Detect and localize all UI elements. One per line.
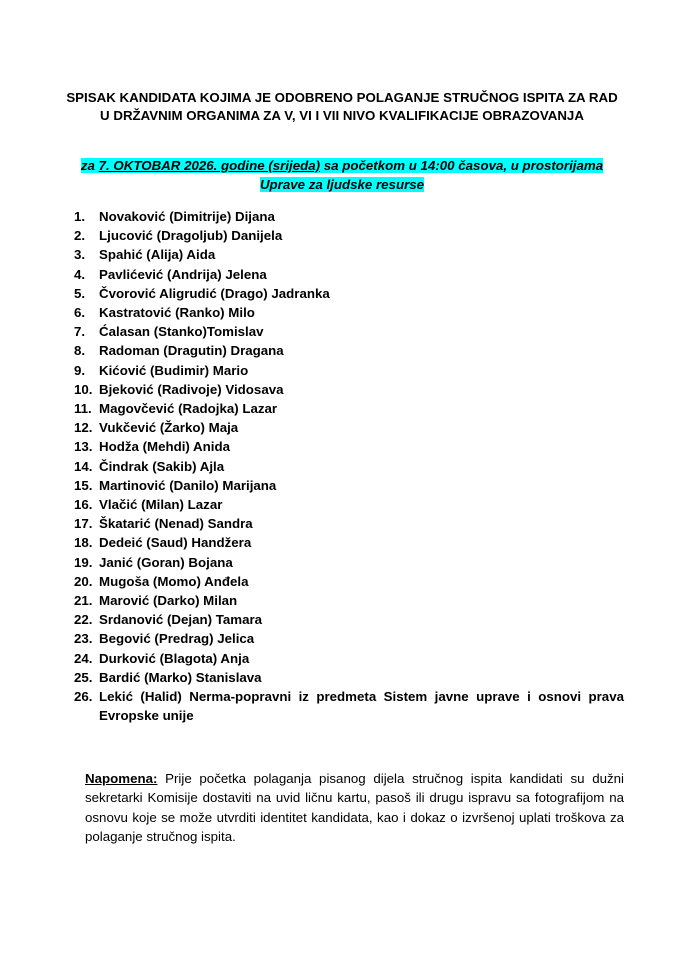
list-item [74, 226, 624, 245]
candidate-name: Lekić (Halid) Nerma-popravni iz predmeta Sistem javne uprave i osnovi prava Evropske unije [99, 689, 624, 724]
list-item [74, 303, 624, 322]
schedule-date: 7. OKTOBAR 2026. godine (srijeda) [98, 158, 321, 173]
list-item-number: 11. [74, 401, 92, 417]
list-item-number: 25. [74, 669, 93, 685]
candidate-name: Čvorović Aligrudić (Drago) Jadranka [99, 285, 330, 301]
list-item-number: 9. [74, 362, 86, 378]
candidate-name: Pavlićević (Andrija) Jelena [99, 266, 267, 282]
candidate-name: Marović (Darko) Milan [99, 593, 238, 609]
list-item-number: 4. [74, 266, 86, 282]
note [85, 769, 624, 847]
candidate-name: Bjeković (Radivoje) Vidosava [99, 381, 284, 397]
list-item-number: 23. [74, 631, 93, 647]
list-item-number: 13. [74, 439, 93, 455]
list-item [74, 610, 624, 629]
candidate-name: Martinović (Danilo) Marijana [99, 477, 277, 493]
candidate-list [74, 207, 624, 725]
list-item-number: 7. [74, 324, 86, 340]
list-item [74, 553, 624, 572]
list-item-number: 6. [74, 305, 86, 321]
candidate-name: Ljucović (Dragoljub) Danijela [99, 228, 283, 244]
list-item [74, 649, 624, 668]
list-item-number: 3. [74, 247, 86, 263]
list-item-number: 5. [74, 285, 86, 301]
candidate-name: Radoman (Dragutin) Dragana [99, 343, 284, 359]
list-item-number: 15. [74, 477, 93, 493]
list-item [74, 476, 624, 495]
list-item [74, 399, 624, 418]
list-item [74, 533, 624, 552]
candidate-name: Čindrak (Sakib) Ajla [99, 458, 225, 474]
list-item [74, 668, 624, 687]
list-item-number: 19. [74, 554, 93, 570]
candidate-name: Srdanović (Dejan) Tamara [99, 612, 263, 628]
candidate-name: Begović (Predrag) Jelica [99, 631, 255, 647]
list-item-number: 2. [74, 228, 86, 244]
list-item-number: 18. [74, 535, 93, 551]
candidate-name: Janić (Goran) Bojana [99, 554, 233, 570]
list-item [74, 514, 624, 533]
list-item-number: 26. [74, 689, 93, 705]
candidate-name: Kastratović (Ranko) Milo [99, 305, 255, 321]
list-item [74, 361, 624, 380]
candidate-name: Ćalasan (Stanko)Tomislav [99, 324, 264, 340]
candidate-name: Škatarić (Nenad) Sandra [99, 516, 253, 532]
candidate-name: Vlačić (Milan) Lazar [99, 497, 223, 513]
exam-schedule [60, 156, 624, 194]
list-item [74, 457, 624, 476]
candidate-name: Bardić (Marko) Stanislava [99, 669, 262, 685]
list-item-number: 14. [74, 458, 93, 474]
list-item-number: 12. [74, 420, 93, 436]
list-item [74, 284, 624, 303]
list-item [74, 341, 624, 360]
candidate-name: Dedeić (Saud) Handžera [99, 535, 252, 551]
list-item [74, 245, 624, 264]
list-item-number: 16. [74, 497, 93, 513]
list-item [74, 418, 624, 437]
list-item-number: 22. [74, 612, 93, 628]
list-item-number: 21. [74, 593, 93, 609]
note-text: Prije početka polaganja pisanog dijela stručnog ispita kandidati su dužni sekretarki Komisije dostaviti na uvid ličnu kartu, pasoš ili drugu ispravu sa fotografijom na osnovu koje se može utvrditi identitet kandidata, kao i dokaz o izvršenoj uplati troškova za polaganje stručnog ispita. [85, 771, 624, 845]
list-item [74, 380, 624, 399]
list-item-number: 1. [74, 209, 86, 224]
list-item [74, 437, 624, 456]
schedule-prefix: za [80, 158, 99, 173]
candidate-name: Vukčević (Žarko) Maja [99, 420, 239, 436]
candidate-name: Mugoša (Momo) Anđela [99, 573, 249, 589]
list-item-number: 20. [74, 573, 93, 589]
list-item [74, 265, 624, 284]
candidate-name: Magovčević (Radojka) Lazar [99, 401, 278, 417]
list-item-number: 17. [74, 516, 93, 532]
list-item [74, 629, 624, 648]
list-item-number: 10. [74, 381, 93, 397]
candidate-name: Durković (Blagota) Anja [99, 650, 250, 666]
candidate-name: Spahić (Alija) Aida [99, 247, 216, 263]
list-item [74, 322, 624, 341]
list-item [74, 572, 624, 591]
list-item [74, 591, 624, 610]
list-item-number: 24. [74, 650, 93, 666]
list-item [74, 687, 624, 725]
schedule-location: sa početkom u 14:00 časova, u prostorijama Uprave za ljudske resurse [259, 158, 604, 192]
note-label: Napomena: [85, 771, 158, 786]
list-item-number: 8. [74, 343, 86, 359]
document-title: SPISAK KANDIDATA KOJIMA JE ODOBRENO POLAGANJE STRUČNOG ISPITA ZA RAD U DRŽAVNIM ORGANIMA ZA V, VI I VII NIVO KVALIFIKACIJE OBRAZOVANJA [66, 90, 618, 123]
candidate-name: Novaković (Dimitrije) Dijana [99, 209, 275, 224]
list-item [74, 207, 624, 226]
list-item [74, 495, 624, 514]
candidate-name: Hodža (Mehdi) Anida [99, 439, 230, 455]
candidate-name: Kićović (Budimir) Mario [99, 362, 249, 378]
